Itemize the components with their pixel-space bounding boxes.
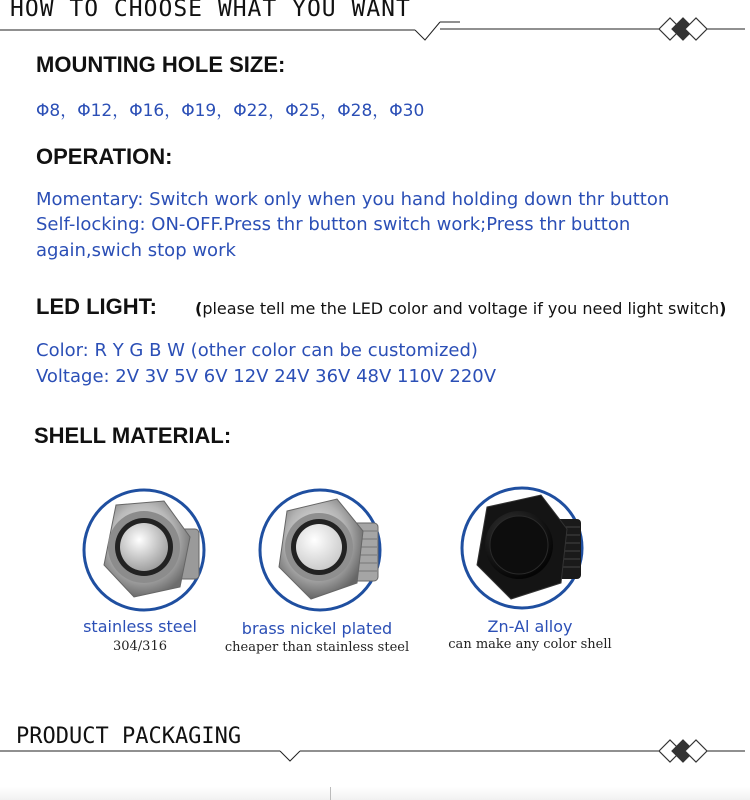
top-banner-title: HOW TO CHOOSE WHAT YOU WANT [10, 0, 411, 22]
led-color-line: Color: R Y G B W (other color can be customized) [36, 340, 478, 361]
mounting-heading: MOUNTING HOLE SIZE: [36, 52, 286, 77]
zn-al-button-image [459, 485, 589, 615]
brass-nickel-label: brass nickel plated [241, 619, 393, 638]
led-note [195, 299, 726, 318]
brass-nickel-detail: cheaper than stainless steel [224, 640, 410, 655]
led-note-open: ( [195, 299, 203, 318]
operation-line-selflocking-cont: again,swich stop work [36, 240, 236, 261]
shell-heading: SHELL MATERIAL: [34, 423, 232, 448]
diamond-ornament-bottom-icon [658, 738, 710, 764]
led-note-text: please tell me the LED color and voltage if you need light switch [202, 299, 720, 318]
operation-line-momentary: Momentary: Switch work only when you hand holding down thr button [36, 189, 670, 210]
led-voltage-line: Voltage: 2V 3V 5V 6V 12V 24V 36V 48V 110V 220V [36, 366, 497, 387]
mounting-sizes: Φ8，Φ12，Φ16，Φ19，Φ22，Φ25，Φ28，Φ30 [36, 101, 425, 121]
zn-al-detail: can make any color shell [448, 637, 612, 652]
bottom-banner-rule [0, 720, 750, 765]
stainless-steel-button-image [82, 487, 212, 617]
stainless-steel-detail: 304/316 [112, 639, 167, 654]
operation-line-selflocking: Self-locking: ON-OFF.Press thr button switch work;Press thr button [36, 214, 631, 235]
divider-tick [330, 787, 331, 800]
brass-nickel-button-image [257, 487, 387, 617]
led-note-close: ) [719, 299, 727, 318]
diamond-ornament-icon [658, 16, 710, 42]
bottom-banner-title: PRODUCT PACKAGING [16, 724, 242, 749]
led-heading: LED LIGHT: [36, 294, 157, 319]
operation-heading: OPERATION: [36, 144, 173, 169]
zn-al-label: Zn-Al alloy [487, 617, 573, 636]
divider-strip [0, 787, 750, 800]
stainless-steel-label: stainless steel [83, 617, 197, 636]
top-banner-rule [0, 0, 750, 45]
